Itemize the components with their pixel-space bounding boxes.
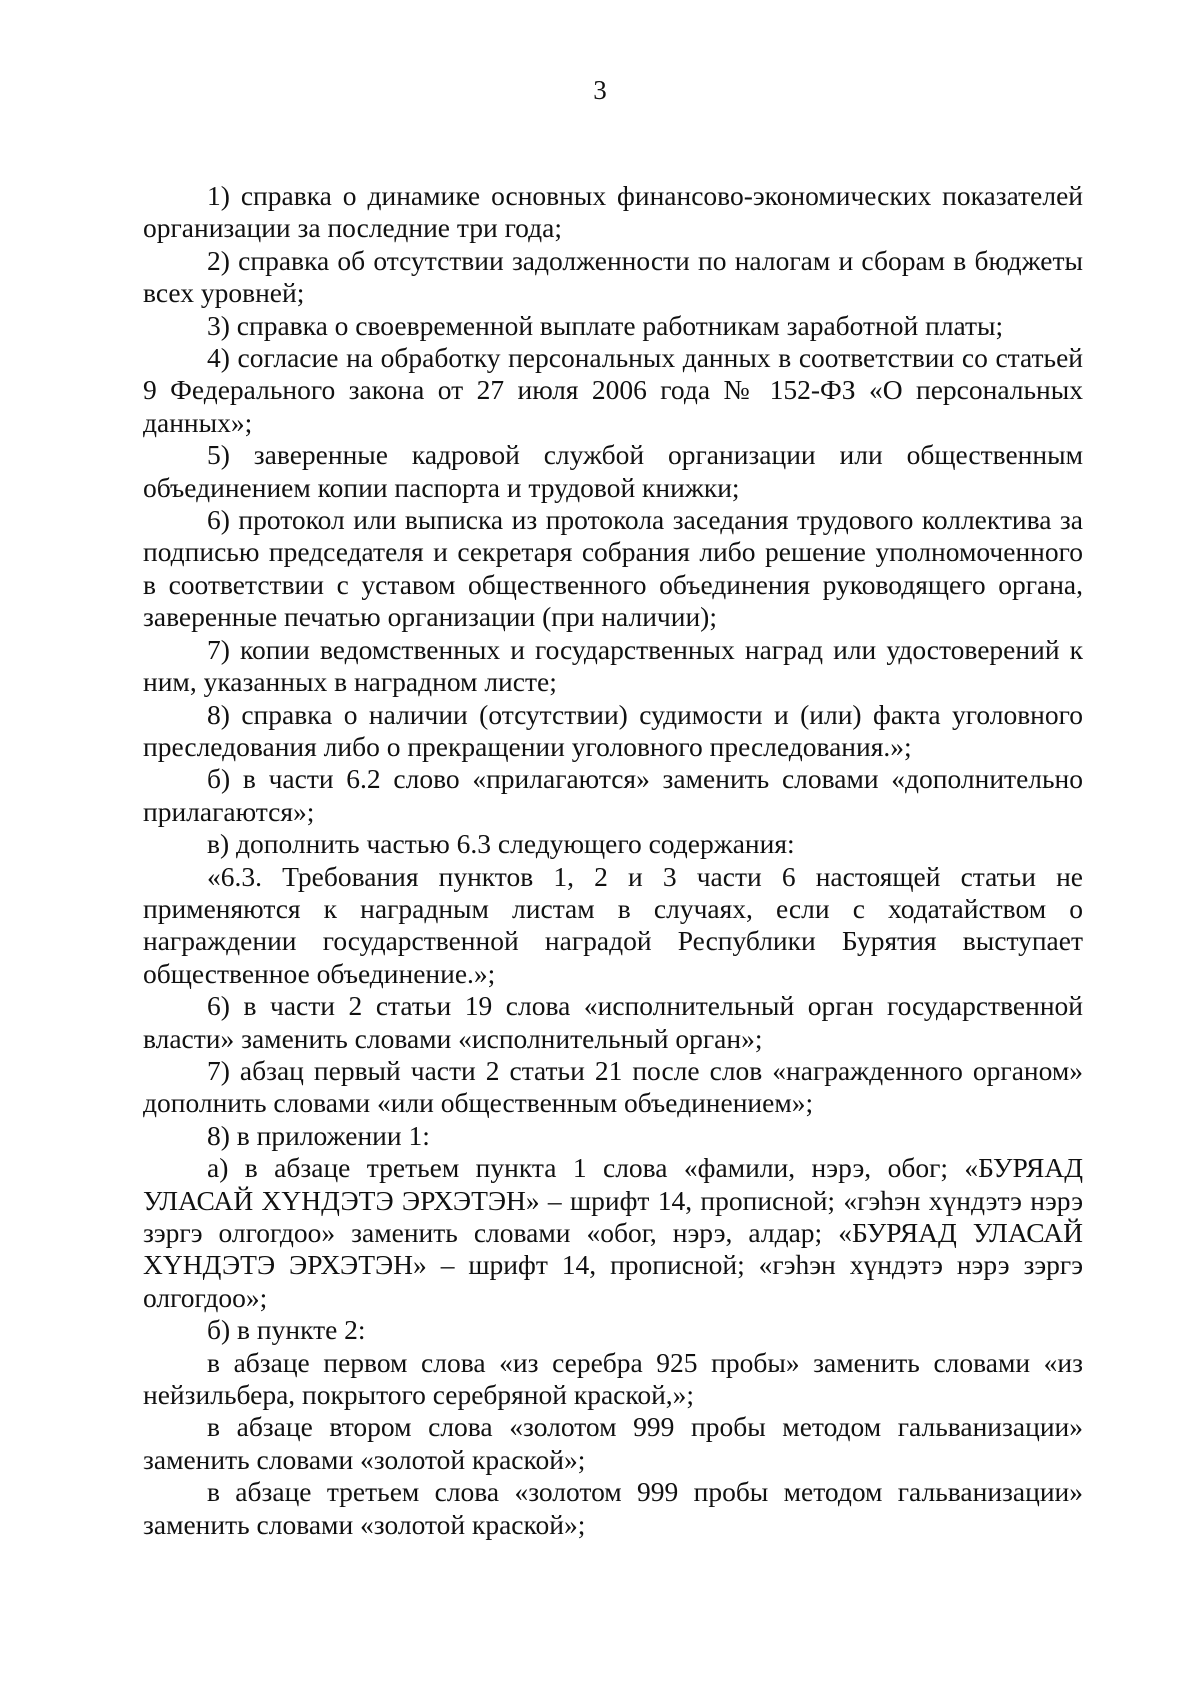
paragraph-first-abzac: в абзаце первом слова «из серебра 925 пробы» заменить словами «из нейзильбера, покрытого серебряной краской,»; bbox=[143, 1346, 1083, 1411]
paragraph-list-item-5: 5) заверенные кадровой службой организации или общественным объединением копии паспорта и трудовой книжки; bbox=[143, 439, 1083, 503]
paragraph-amendment-b: б) в части 6.2 слово «прилагаются» заменить словами «дополнительно прилагаются»; bbox=[143, 763, 1083, 827]
paragraph-list-item-8: 8) справка о наличии (отсутствии) судимости и (или) факта уголовного преследования либо о прекращении уголовного преследования.»; bbox=[143, 698, 1083, 762]
paragraph-item-8-appendix-1: 8) в приложении 1: bbox=[207, 1119, 430, 1151]
paragraph-list-item-3: 3) справка о своевременной выплате работникам заработной платы; bbox=[207, 309, 1004, 341]
paragraph-part-6-3: «6.3. Требования пунктов 1, 2 и 3 части 6 настоящей статьи не применяются к наградным листам в случаях, если с ходатайством о награждении государственной наградой Республики Бурятия выступает общественное объединение.»; bbox=[143, 860, 1083, 989]
paragraph-subitem-b: б) в пункте 2: bbox=[207, 1314, 366, 1346]
paragraph-item-7-article-21: 7) абзац первый части 2 статьи 21 после слов «награжденного органом» дополнить словами «или общественным объединением»; bbox=[143, 1054, 1083, 1119]
paragraph-third-abzac: в абзаце третьем слова «золотом 999 пробы методом гальванизации» заменить словами «золотой краской»; bbox=[143, 1476, 1083, 1540]
paragraph-item-6-article-19: 6) в части 2 статьи 19 слова «исполнительный орган государственной власти» заменить словами «исполнительный орган»; bbox=[143, 990, 1083, 1054]
paragraph-list-item-1: 1) справка о динамике основных финансово-экономических показателей организации за последние три года; bbox=[143, 180, 1083, 244]
paragraph-second-abzac: в абзаце втором слова «золотом 999 пробы методом гальванизации» заменить словами «золотой краской»; bbox=[143, 1411, 1083, 1475]
paragraph-amendment-v: в) дополнить частью 6.3 следующего содержания: bbox=[207, 828, 795, 860]
paragraph-list-item-7: 7) копии ведомственных и государственных наград или удостоверений к ним, указанных в наградном листе; bbox=[143, 633, 1083, 698]
paragraph-subitem-a: а) в абзаце третьем пункта 1 слова «фамили, нэрэ, обог; «БУРЯАД УЛАСАЙ ХYНДЭТЭ ЭРХЭТЭН» – шрифт 14, прописной; «гэһэн хүндэтэ нэрэ зэргэ олгогдоо» заменить словами «обог, нэрэ, алдар; «БУРЯАД УЛАСАЙ ХYНДЭТЭ ЭРХЭТЭН» – шрифт 14, прописной; «гэһэн хүндэтэ нэрэ зэргэ олгогдоо»; bbox=[143, 1152, 1083, 1313]
paragraph-list-item-4: 4) согласие на обработку персональных данных в соответствии со статьей 9 Федерального закона от 27 июля 2006 года № 152-ФЗ «О персональных данных»; bbox=[143, 342, 1083, 438]
page-number: 3 bbox=[593, 75, 607, 105]
paragraph-list-item-6: 6) протокол или выписка из протокола заседания трудового коллектива за подписью председателя и секретаря собрания либо решение уполномоченного в соответствии с уставом общественного объединения руководящего органа, заверенные печатью организации (при наличии); bbox=[143, 504, 1083, 633]
paragraph-list-item-2: 2) справка об отсутствии задолженности по налогам и сборам в бюджеты всех уровней; bbox=[143, 244, 1083, 309]
document-body bbox=[143, 180, 1083, 1541]
